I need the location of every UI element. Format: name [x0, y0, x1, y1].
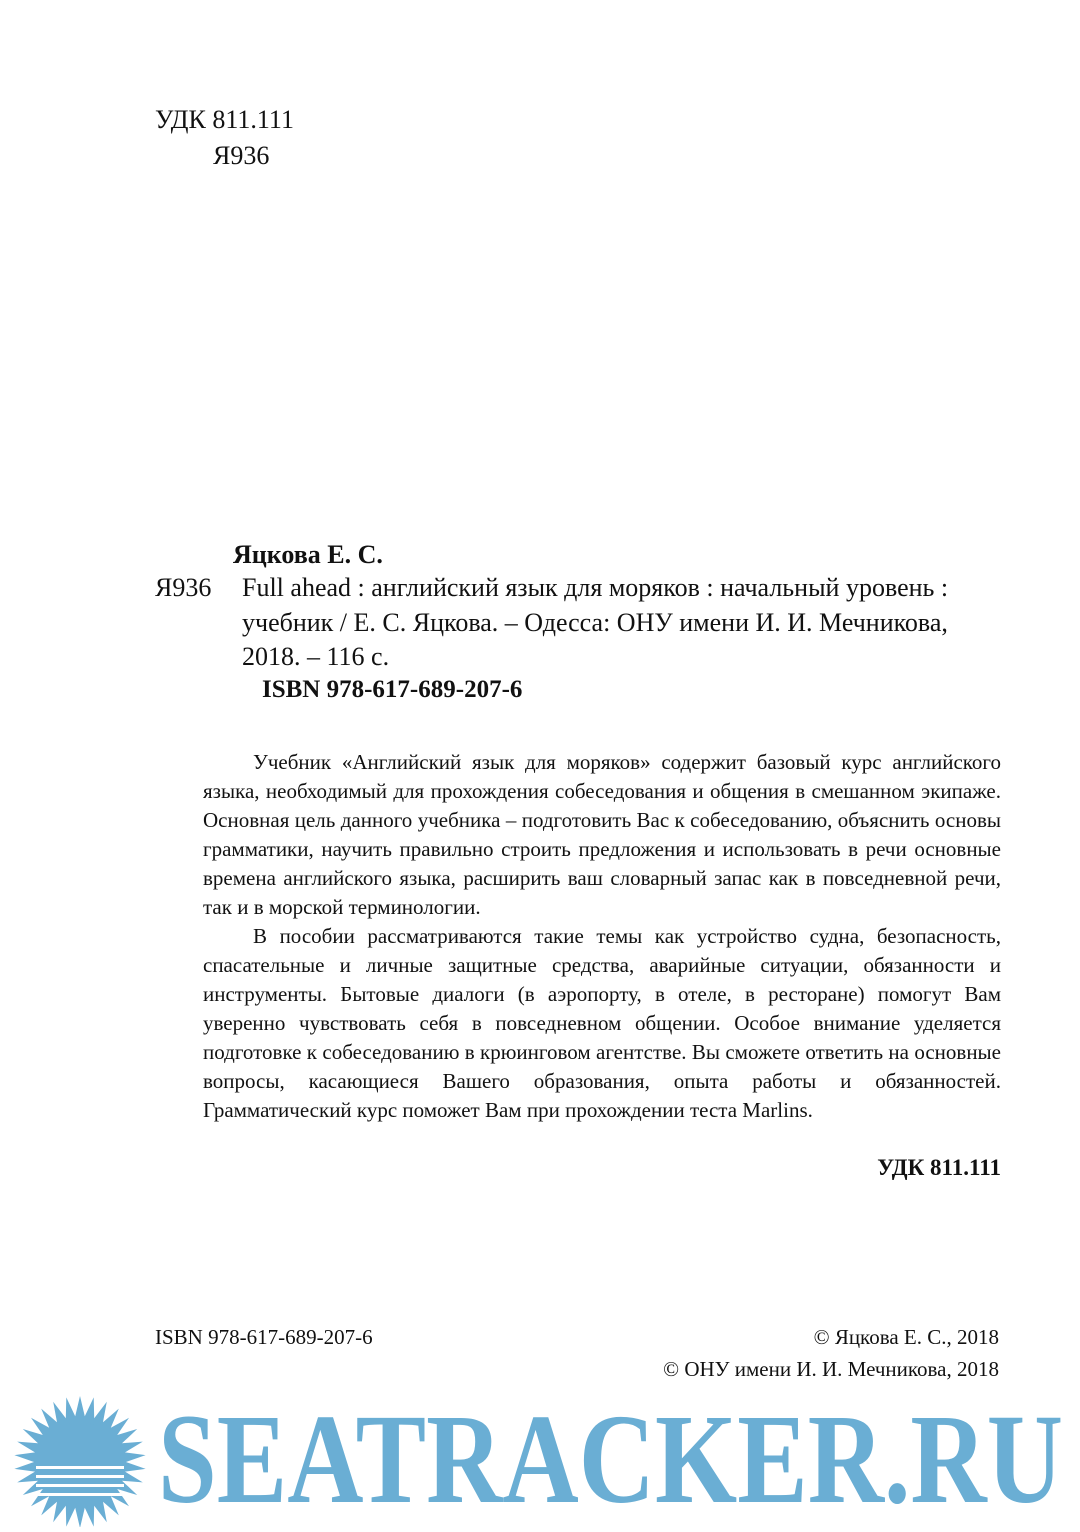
sun-icon: [14, 1396, 145, 1527]
watermark-text: SEATRACKER.RU: [158, 1388, 1063, 1527]
sun-disc: [40, 1422, 120, 1502]
isbn-footer: ISBN 978-617-689-207-6: [155, 1325, 373, 1349]
abstract: [203, 748, 1001, 1125]
watermark-graphic: [0, 1380, 1080, 1527]
sun-wave-line: [36, 1475, 124, 1478]
udk-classification: УДК 811.111: [877, 1155, 1001, 1180]
bibliographic-line: учебник / Е. С. Яцкова. – Одесса: ОНУ имени И. И. Мечникова,: [242, 608, 948, 637]
abstract-paragraph: Учебник «Английский язык для моряков» содержит базовый курс английского языка, необходимый для прохождения собеседования и общения в смешанном экипаже. Основная цель данного учебника – подготовить Вас к собеседованию, объяснить основы грамматики, научить правильно строить предложения и использовать в речи основные времена английского языка, расширить ваш словарный запас как в повседневной речи, так и в морской терминологии.: [203, 750, 1001, 919]
udk-header: УДК 811.111: [155, 105, 294, 134]
author-code: Я936: [155, 573, 212, 602]
author-code-header: Я936: [213, 141, 270, 170]
sun-wave-line: [36, 1484, 124, 1487]
author-name: Яцкова Е. С.: [233, 540, 383, 569]
copyright-author: © Яцкова Е. С., 2018: [813, 1325, 999, 1349]
watermark: [0, 1380, 1080, 1527]
abstract-paragraph: В пособии рассматриваются такие темы как устройство судна, безопасность, спасательные и личные защитные средства, аварийные ситуации, обязанности и инструменты. Бытовые диалоги (в аэропорту, в отеле, в ресторане) помогут Вам уверенно чувствовать себя в повседневном общении. Особое внимание уделяется подготовке к собеседованию в крюинговом агентстве. Вы сможете ответить на основные вопросы, касающиеся Вашего образования, опыта работы и обязанностей. Грамматический курс поможет Вам при прохождении теста Marlins.: [203, 924, 1001, 1122]
bibliographic-line: 2018. – 116 с.: [242, 642, 390, 671]
bibliographic-line: Full ahead : английский язык для моряков : начальный уровень :: [242, 573, 949, 602]
sun-wave-line: [36, 1493, 124, 1496]
isbn-record: ISBN 978-617-689-207-6: [262, 676, 523, 703]
sun-wave-line: [36, 1466, 124, 1469]
copyright-publisher: © ОНУ имени И. И. Мечникова, 2018: [663, 1357, 999, 1381]
